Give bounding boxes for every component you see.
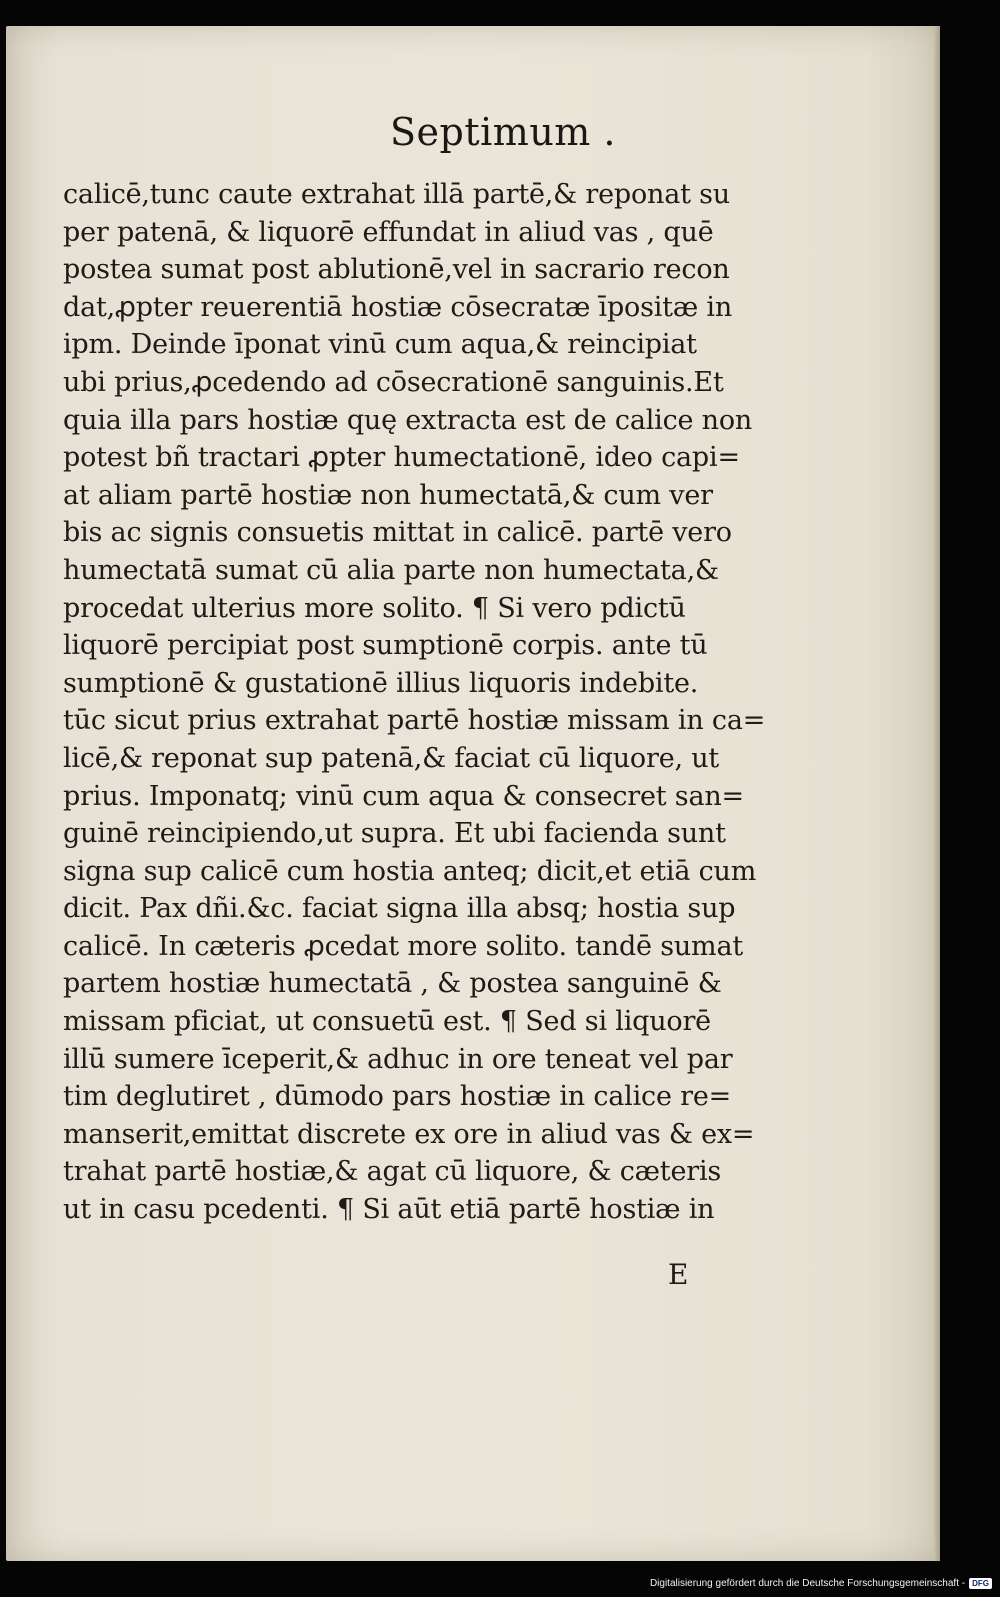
text-line: tim deglutiret , dūmodo pars hostiæ in calice re=: [63, 1081, 732, 1113]
text-line: tūc sicut prius extrahat partē hostiæ missam in ca=: [63, 705, 766, 737]
text-line: missam pficiat, ut consuetū est. ¶ Sed si liquorē: [63, 1006, 711, 1038]
signature-mark: E: [668, 1258, 689, 1291]
text-line: procedat ulterius more solito. ¶ Si vero pdictū: [63, 592, 686, 624]
text-line: illū sumere īceperit,& adhuc in ore teneat vel par: [63, 1043, 733, 1075]
text-line: licē,& reponat sup patenā,& faciat cū liquore, ut: [63, 742, 720, 774]
page-edge: [934, 26, 940, 1561]
text-line: ipm. Deinde īponat vinū cum aqua,& reincipiat: [63, 329, 697, 361]
text-line: trahat partē hostiæ,& agat cū liquore, & cæteris: [63, 1156, 722, 1188]
running-head: Septimum .: [390, 110, 616, 154]
text-line: bis ac signis consuetis mittat in calicē. partē vero: [63, 517, 732, 549]
text-line: liquorē percipiat post sumptionē corpis. ante tū: [63, 630, 708, 662]
text-line: guinē reincipiendo,ut supra. Et ubi facienda sunt: [63, 818, 726, 850]
text-line: per patenā, & liquorē effundat in aliud vas , quē: [63, 216, 714, 248]
text-line: quia illa pars hostiæ quę extracta est de calice non: [63, 404, 753, 436]
text-line: ut in casu pcedenti. ¶ Si aūt etiā partē hostiæ in: [63, 1194, 715, 1226]
text-line: calicē,tunc caute extrahat illā partē,& reponat su: [63, 179, 730, 210]
text-line: prius. Imponatq; vinū cum aqua & consecret san=: [63, 780, 744, 812]
dfg-logo-icon: DFG: [969, 1578, 992, 1589]
text-line: calicē. In cæteris ꝓcedat more solito. tandē sumat: [63, 930, 744, 962]
text-block: [63, 176, 773, 1229]
text-line: manserit,emittat discrete ex ore in aliud vas & ex=: [63, 1118, 755, 1150]
text-line: partem hostiæ humectatā , & postea sanguinē &: [63, 968, 722, 1000]
text-line: signa sup calicē cum hostia anteq; dicit,et etiā cum: [63, 855, 757, 887]
footer-credit: [650, 1573, 992, 1593]
text-line: dat,ꝓpter reuerentiā hostiæ cōsecratæ īpositæ in: [63, 291, 733, 323]
text-line: ubi prius,ꝓcedendo ad cōsecrationē sanguinis.Et: [63, 366, 724, 398]
text-line: postea sumat post ablutionē,vel in sacrario recon: [63, 254, 730, 286]
text-line: dicit. Pax dñi.&c. faciat signa illa absq; hostia sup: [63, 893, 736, 925]
text-line: potest bñ tractari ꝓpter humectationē, ideo capi=: [63, 442, 740, 474]
book-page: [6, 26, 940, 1561]
text-line: humectatā sumat cū alia parte non humectata,&: [63, 554, 719, 586]
footer-credit-text: Digitalisierung gefördert durch die Deutsche Forschungsgemeinschaft -: [649, 1577, 966, 1589]
text-line: at aliam partē hostiæ non humectatā,& cum ver: [63, 479, 713, 511]
text-line: sumptionē & gustationē illius liquoris indebite.: [63, 667, 699, 699]
